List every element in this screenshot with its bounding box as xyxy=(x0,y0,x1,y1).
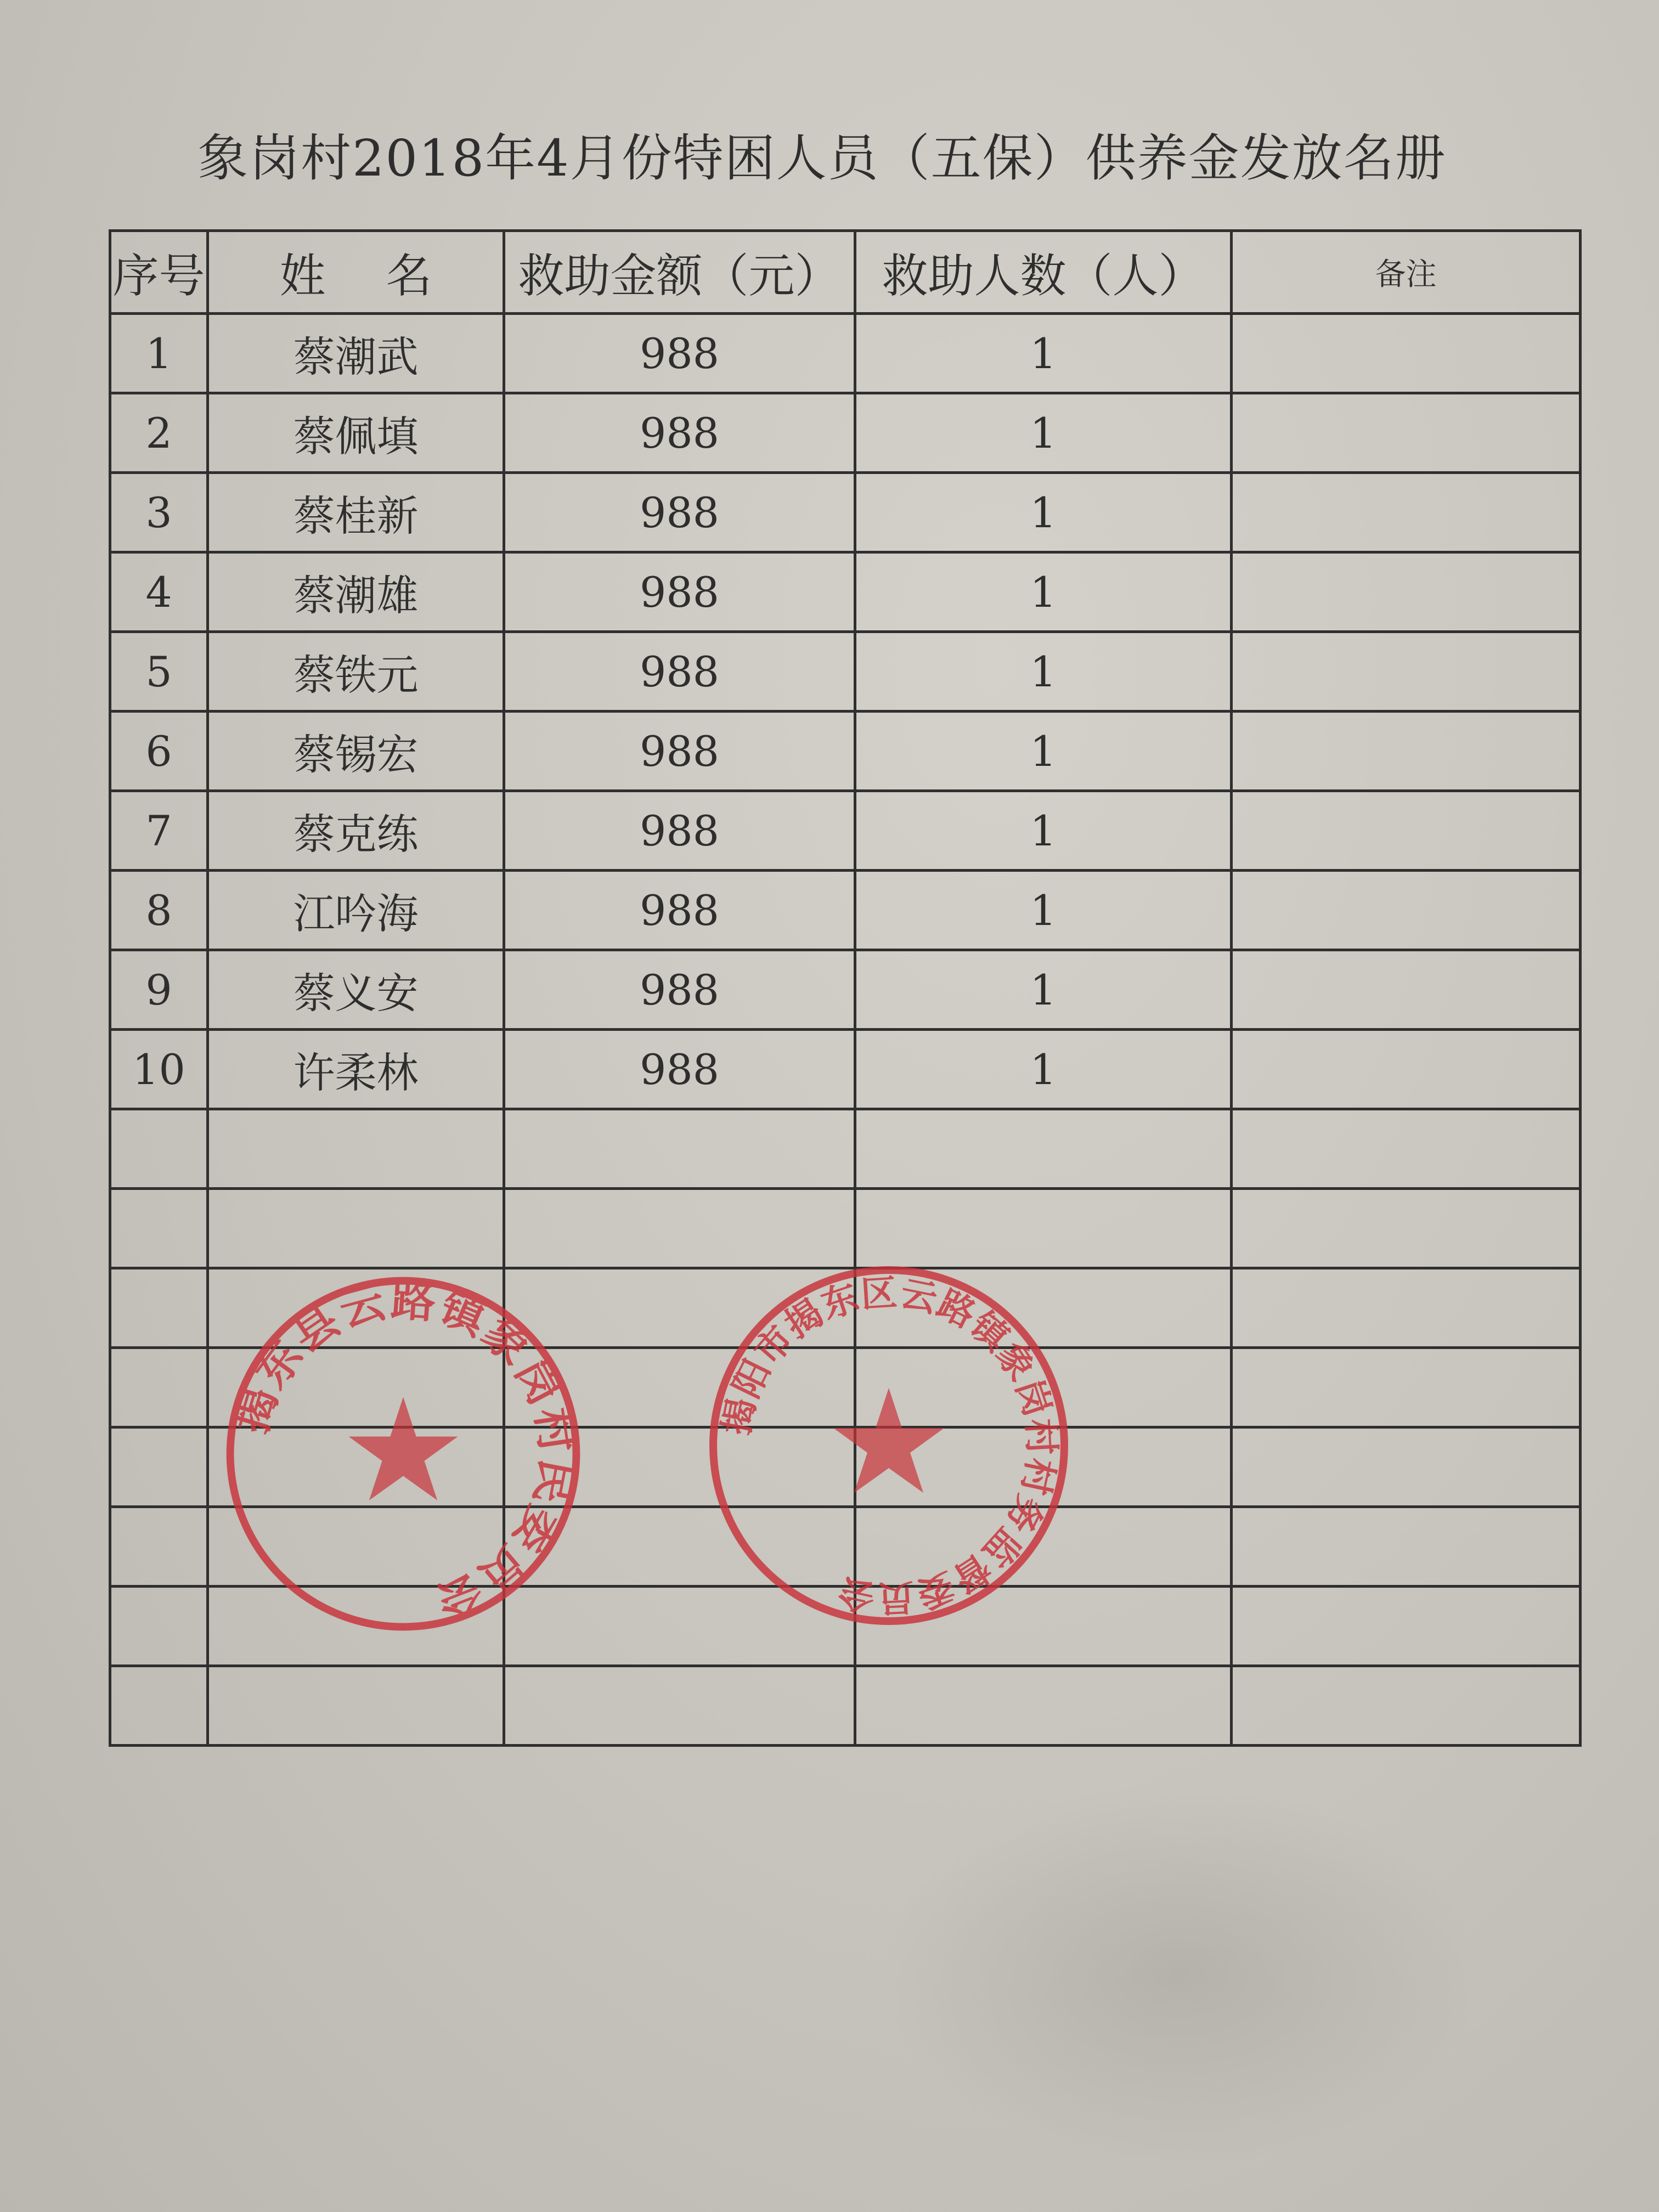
cell-seq xyxy=(110,1666,208,1746)
cell-seq xyxy=(110,1507,208,1587)
table-row xyxy=(110,552,1581,632)
header-amount: 救助金额（元） xyxy=(504,231,855,314)
cell-name: 蔡潮雄 xyxy=(208,552,504,632)
cell-name xyxy=(208,1189,504,1268)
cell-seq xyxy=(110,1268,208,1348)
cell-seq: 2 xyxy=(110,393,208,473)
table-row xyxy=(110,791,1581,871)
cell-name: 蔡克练 xyxy=(208,791,504,871)
cell-seq: 10 xyxy=(110,1030,208,1109)
cell-seq: 3 xyxy=(110,473,208,552)
cell-remarks xyxy=(1232,552,1581,632)
cell-count xyxy=(855,1109,1232,1189)
document-title: 象岗村2018年4月份特困人员（五保）供养金发放名册 xyxy=(198,129,1447,188)
star-icon xyxy=(348,1397,458,1500)
cell-amount: 988 xyxy=(504,1030,855,1109)
village-committee-seal xyxy=(214,1265,592,1643)
cell-seq xyxy=(110,1587,208,1666)
cell-count: 1 xyxy=(855,552,1232,632)
cell-amount xyxy=(504,1666,855,1746)
table-row xyxy=(110,1109,1581,1189)
cell-remarks xyxy=(1232,1507,1581,1587)
cell-count: 1 xyxy=(855,871,1232,950)
right-seal-text: 揭阳市揭东区云路镇象岗村村务监督委员会 xyxy=(714,1271,1064,1621)
cell-count: 1 xyxy=(855,314,1232,393)
cell-count: 1 xyxy=(855,791,1232,871)
cell-name: 许柔林 xyxy=(208,1030,504,1109)
cell-remarks xyxy=(1232,791,1581,871)
cell-name: 蔡锡宏 xyxy=(208,712,504,791)
header-count: 救助人数（人） xyxy=(855,231,1232,314)
cell-remarks xyxy=(1232,632,1581,712)
cell-seq xyxy=(110,1109,208,1189)
cell-remarks xyxy=(1232,393,1581,473)
cell-name: 蔡义安 xyxy=(208,950,504,1030)
cell-remarks xyxy=(1232,1109,1581,1189)
left-seal-text: 揭东县云路镇象岗村民委员会 xyxy=(225,1273,584,1629)
cell-name xyxy=(208,1666,504,1746)
cell-name: 江吟海 xyxy=(208,871,504,950)
table-row xyxy=(110,393,1581,473)
table-header-row xyxy=(110,231,1581,314)
table-row xyxy=(110,632,1581,712)
cell-count: 1 xyxy=(855,1030,1232,1109)
cell-amount xyxy=(504,1109,855,1189)
cell-seq xyxy=(110,1348,208,1427)
table-row xyxy=(110,1030,1581,1109)
cell-amount: 988 xyxy=(504,314,855,393)
cell-count: 1 xyxy=(855,712,1232,791)
cell-name xyxy=(208,1109,504,1189)
star-icon xyxy=(833,1388,944,1493)
cell-seq: 8 xyxy=(110,871,208,950)
cell-seq: 7 xyxy=(110,791,208,871)
cell-name: 蔡桂新 xyxy=(208,473,504,552)
cell-remarks xyxy=(1232,1348,1581,1427)
cell-remarks xyxy=(1232,1268,1581,1348)
cell-seq: 5 xyxy=(110,632,208,712)
cell-seq: 9 xyxy=(110,950,208,1030)
cell-remarks xyxy=(1232,871,1581,950)
photo-shadow xyxy=(878,1783,1481,2167)
table-row xyxy=(110,314,1581,393)
cell-count: 1 xyxy=(855,473,1232,552)
cell-remarks xyxy=(1232,712,1581,791)
cell-name: 蔡铁元 xyxy=(208,632,504,712)
cell-seq xyxy=(110,1189,208,1268)
table-row xyxy=(110,871,1581,950)
cell-remarks xyxy=(1232,1587,1581,1666)
header-name: 姓名 xyxy=(208,231,504,314)
cell-seq: 4 xyxy=(110,552,208,632)
cell-amount: 988 xyxy=(504,871,855,950)
cell-name: 蔡潮武 xyxy=(208,314,504,393)
cell-count: 1 xyxy=(855,393,1232,473)
table-row xyxy=(110,473,1581,552)
cell-remarks xyxy=(1232,1030,1581,1109)
header-remarks: 备注 xyxy=(1232,231,1581,314)
cell-amount: 988 xyxy=(504,393,855,473)
cell-seq xyxy=(110,1427,208,1507)
header-seq: 序号 xyxy=(110,231,208,314)
cell-name: 蔡佩填 xyxy=(208,393,504,473)
cell-amount: 988 xyxy=(504,712,855,791)
cell-count: 1 xyxy=(855,950,1232,1030)
table-row xyxy=(110,1666,1581,1746)
cell-seq: 6 xyxy=(110,712,208,791)
cell-amount: 988 xyxy=(504,473,855,552)
cell-seq: 1 xyxy=(110,314,208,393)
cell-count xyxy=(855,1666,1232,1746)
cell-remarks xyxy=(1232,950,1581,1030)
cell-remarks xyxy=(1232,1189,1581,1268)
cell-remarks xyxy=(1232,1427,1581,1507)
cell-remarks xyxy=(1232,1666,1581,1746)
cell-amount: 988 xyxy=(504,552,855,632)
supervision-committee-seal xyxy=(697,1254,1081,1638)
cell-amount: 988 xyxy=(504,950,855,1030)
cell-amount: 988 xyxy=(504,632,855,712)
table-row xyxy=(110,712,1581,791)
table-row xyxy=(110,950,1581,1030)
cell-remarks xyxy=(1232,473,1581,552)
cell-amount: 988 xyxy=(504,791,855,871)
cell-count: 1 xyxy=(855,632,1232,712)
cell-remarks xyxy=(1232,314,1581,393)
